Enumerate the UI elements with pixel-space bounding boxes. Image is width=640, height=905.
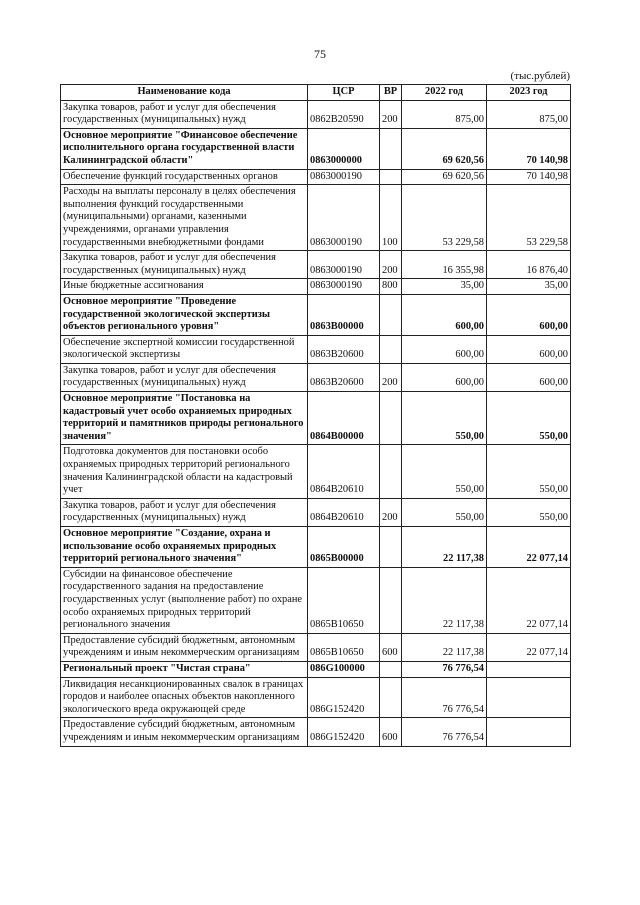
table-row xyxy=(61,527,571,568)
row-2022: 600,00 xyxy=(402,294,487,335)
row-vr xyxy=(380,567,402,633)
row-name: Закупка товаров, работ и услуг для обеспечения государственных (муниципальных) нужд xyxy=(61,498,308,526)
row-csr: 0865В10650 xyxy=(308,567,380,633)
row-2023 xyxy=(487,718,571,746)
row-name: Основное мероприятие "Финансовое обеспечение исполнительного органа государственной власти Калининградской области" xyxy=(61,128,308,169)
table-row xyxy=(61,335,571,363)
header-name: Наименование кода xyxy=(61,85,308,101)
table-row xyxy=(61,128,571,169)
row-csr: 0865В00000 xyxy=(308,527,380,568)
row-csr: 0863В00000 xyxy=(308,294,380,335)
row-2022: 16 355,98 xyxy=(402,251,487,279)
row-csr: 086G100000 xyxy=(308,661,380,677)
units-note: (тыс.рублей) xyxy=(510,70,570,82)
row-2022: 53 229,58 xyxy=(402,185,487,251)
row-2023 xyxy=(487,661,571,677)
row-2022: 875,00 xyxy=(402,100,487,128)
row-2023: 22 077,14 xyxy=(487,527,571,568)
row-2022: 76 776,54 xyxy=(402,718,487,746)
table-row xyxy=(61,169,571,185)
row-csr: 0864В20610 xyxy=(308,498,380,526)
row-2022: 76 776,54 xyxy=(402,677,487,718)
row-2023: 70 140,98 xyxy=(487,128,571,169)
row-2023: 875,00 xyxy=(487,100,571,128)
row-2023: 22 077,14 xyxy=(487,567,571,633)
row-csr: 0863В20600 xyxy=(308,363,380,391)
budget-table xyxy=(60,84,571,747)
row-2023: 600,00 xyxy=(487,363,571,391)
row-2022: 76 776,54 xyxy=(402,661,487,677)
row-2022: 22 117,38 xyxy=(402,567,487,633)
row-2022: 22 117,38 xyxy=(402,527,487,568)
table-row xyxy=(61,251,571,279)
row-2022: 550,00 xyxy=(402,445,487,498)
row-2023: 550,00 xyxy=(487,498,571,526)
row-vr: 600 xyxy=(380,633,402,661)
table-row xyxy=(61,633,571,661)
table-body xyxy=(61,100,571,746)
row-csr: 0863000190 xyxy=(308,279,380,295)
row-2023: 53 229,58 xyxy=(487,185,571,251)
row-name: Основное мероприятие "Создание, охрана и использование особо охраняемых природных территорий регионального значения" xyxy=(61,527,308,568)
table-row xyxy=(61,661,571,677)
row-2023: 600,00 xyxy=(487,335,571,363)
header-vr: ВР xyxy=(380,85,402,101)
table-row xyxy=(61,445,571,498)
row-2023: 70 140,98 xyxy=(487,169,571,185)
row-vr xyxy=(380,661,402,677)
table-row xyxy=(61,294,571,335)
row-2023: 16 876,40 xyxy=(487,251,571,279)
row-name: Закупка товаров, работ и услуг для обеспечения государственных (муниципальных) нужд xyxy=(61,100,308,128)
row-vr xyxy=(380,527,402,568)
row-csr: 0863000190 xyxy=(308,169,380,185)
row-vr: 100 xyxy=(380,185,402,251)
row-vr xyxy=(380,335,402,363)
row-2022: 22 117,38 xyxy=(402,633,487,661)
row-name: Ликвидация несанкционированных свалок в границах городов и наиболее опасных объектов накопленного экологического вреда окружающей среде xyxy=(61,677,308,718)
row-csr: 0864В00000 xyxy=(308,392,380,445)
row-2023: 550,00 xyxy=(487,445,571,498)
header-csr: ЦСР xyxy=(308,85,380,101)
row-vr xyxy=(380,445,402,498)
row-vr xyxy=(380,128,402,169)
table-row xyxy=(61,718,571,746)
row-name: Закупка товаров, работ и услуг для обеспечения государственных (муниципальных) нужд xyxy=(61,251,308,279)
row-vr: 200 xyxy=(380,363,402,391)
row-vr: 600 xyxy=(380,718,402,746)
table-header-row xyxy=(61,85,571,101)
row-name: Обеспечение экспертной комиссии государственной экологической экспертизы xyxy=(61,335,308,363)
row-2022: 35,00 xyxy=(402,279,487,295)
row-csr: 0864В20610 xyxy=(308,445,380,498)
table-row xyxy=(61,498,571,526)
row-2022: 550,00 xyxy=(402,498,487,526)
row-name: Предоставление субсидий бюджетным, автономным учреждениям и иным некоммерческим организациям xyxy=(61,633,308,661)
row-csr: 0865В10650 xyxy=(308,633,380,661)
row-2022: 69 620,56 xyxy=(402,128,487,169)
table-row xyxy=(61,392,571,445)
table-row xyxy=(61,279,571,295)
row-2023: 35,00 xyxy=(487,279,571,295)
row-csr: 086G152420 xyxy=(308,677,380,718)
row-name: Закупка товаров, работ и услуг для обеспечения государственных (муниципальных) нужд xyxy=(61,363,308,391)
row-name: Подготовка документов для постановки особо охраняемых природных территорий регионального значения Калининградской области на кадастровый учет xyxy=(61,445,308,498)
row-name: Основное мероприятие "Постановка на кадастровый учет особо охраняемых природных территорий и памятников природы регионального значения" xyxy=(61,392,308,445)
table-row xyxy=(61,185,571,251)
table-row xyxy=(61,363,571,391)
row-vr: 200 xyxy=(380,251,402,279)
row-csr: 0863000190 xyxy=(308,251,380,279)
row-vr: 200 xyxy=(380,100,402,128)
row-2022: 550,00 xyxy=(402,392,487,445)
table-row xyxy=(61,100,571,128)
page-number: 75 xyxy=(314,47,326,61)
row-vr xyxy=(380,677,402,718)
row-vr xyxy=(380,169,402,185)
row-vr: 800 xyxy=(380,279,402,295)
row-name: Обеспечение функций государственных органов xyxy=(61,169,308,185)
row-name: Расходы на выплаты персоналу в целях обеспечения выполнения функций государственными (муниципальными) органами, казенными учреждениями, органами управления государственными внебюджетными фондами xyxy=(61,185,308,251)
header-2022: 2022 год xyxy=(402,85,487,101)
row-2023: 600,00 xyxy=(487,294,571,335)
row-2023 xyxy=(487,677,571,718)
row-vr: 200 xyxy=(380,498,402,526)
row-csr: 0863000190 xyxy=(308,185,380,251)
row-name: Региональный проект "Чистая страна" xyxy=(61,661,308,677)
row-2022: 69 620,56 xyxy=(402,169,487,185)
row-name: Основное мероприятие "Проведение государственной экологической экспертизы объектов регионального уровня" xyxy=(61,294,308,335)
row-name: Предоставление субсидий бюджетным, автономным учреждениям и иным некоммерческим организациям xyxy=(61,718,308,746)
row-csr: 0863В20600 xyxy=(308,335,380,363)
row-vr xyxy=(380,294,402,335)
table-row xyxy=(61,677,571,718)
row-csr: 0863000000 xyxy=(308,128,380,169)
row-csr: 0862В20590 xyxy=(308,100,380,128)
row-vr xyxy=(380,392,402,445)
row-name: Субсидии на финансовое обеспечение государственного задания на предоставление государственных услуг (выполнение работ) по охране особо охраняемых природных территорий регионального значения xyxy=(61,567,308,633)
header-2023: 2023 год xyxy=(487,85,571,101)
row-csr: 086G152420 xyxy=(308,718,380,746)
row-2022: 600,00 xyxy=(402,363,487,391)
row-name: Иные бюджетные ассигнования xyxy=(61,279,308,295)
table-row xyxy=(61,567,571,633)
row-2023: 22 077,14 xyxy=(487,633,571,661)
row-2022: 600,00 xyxy=(402,335,487,363)
row-2023: 550,00 xyxy=(487,392,571,445)
